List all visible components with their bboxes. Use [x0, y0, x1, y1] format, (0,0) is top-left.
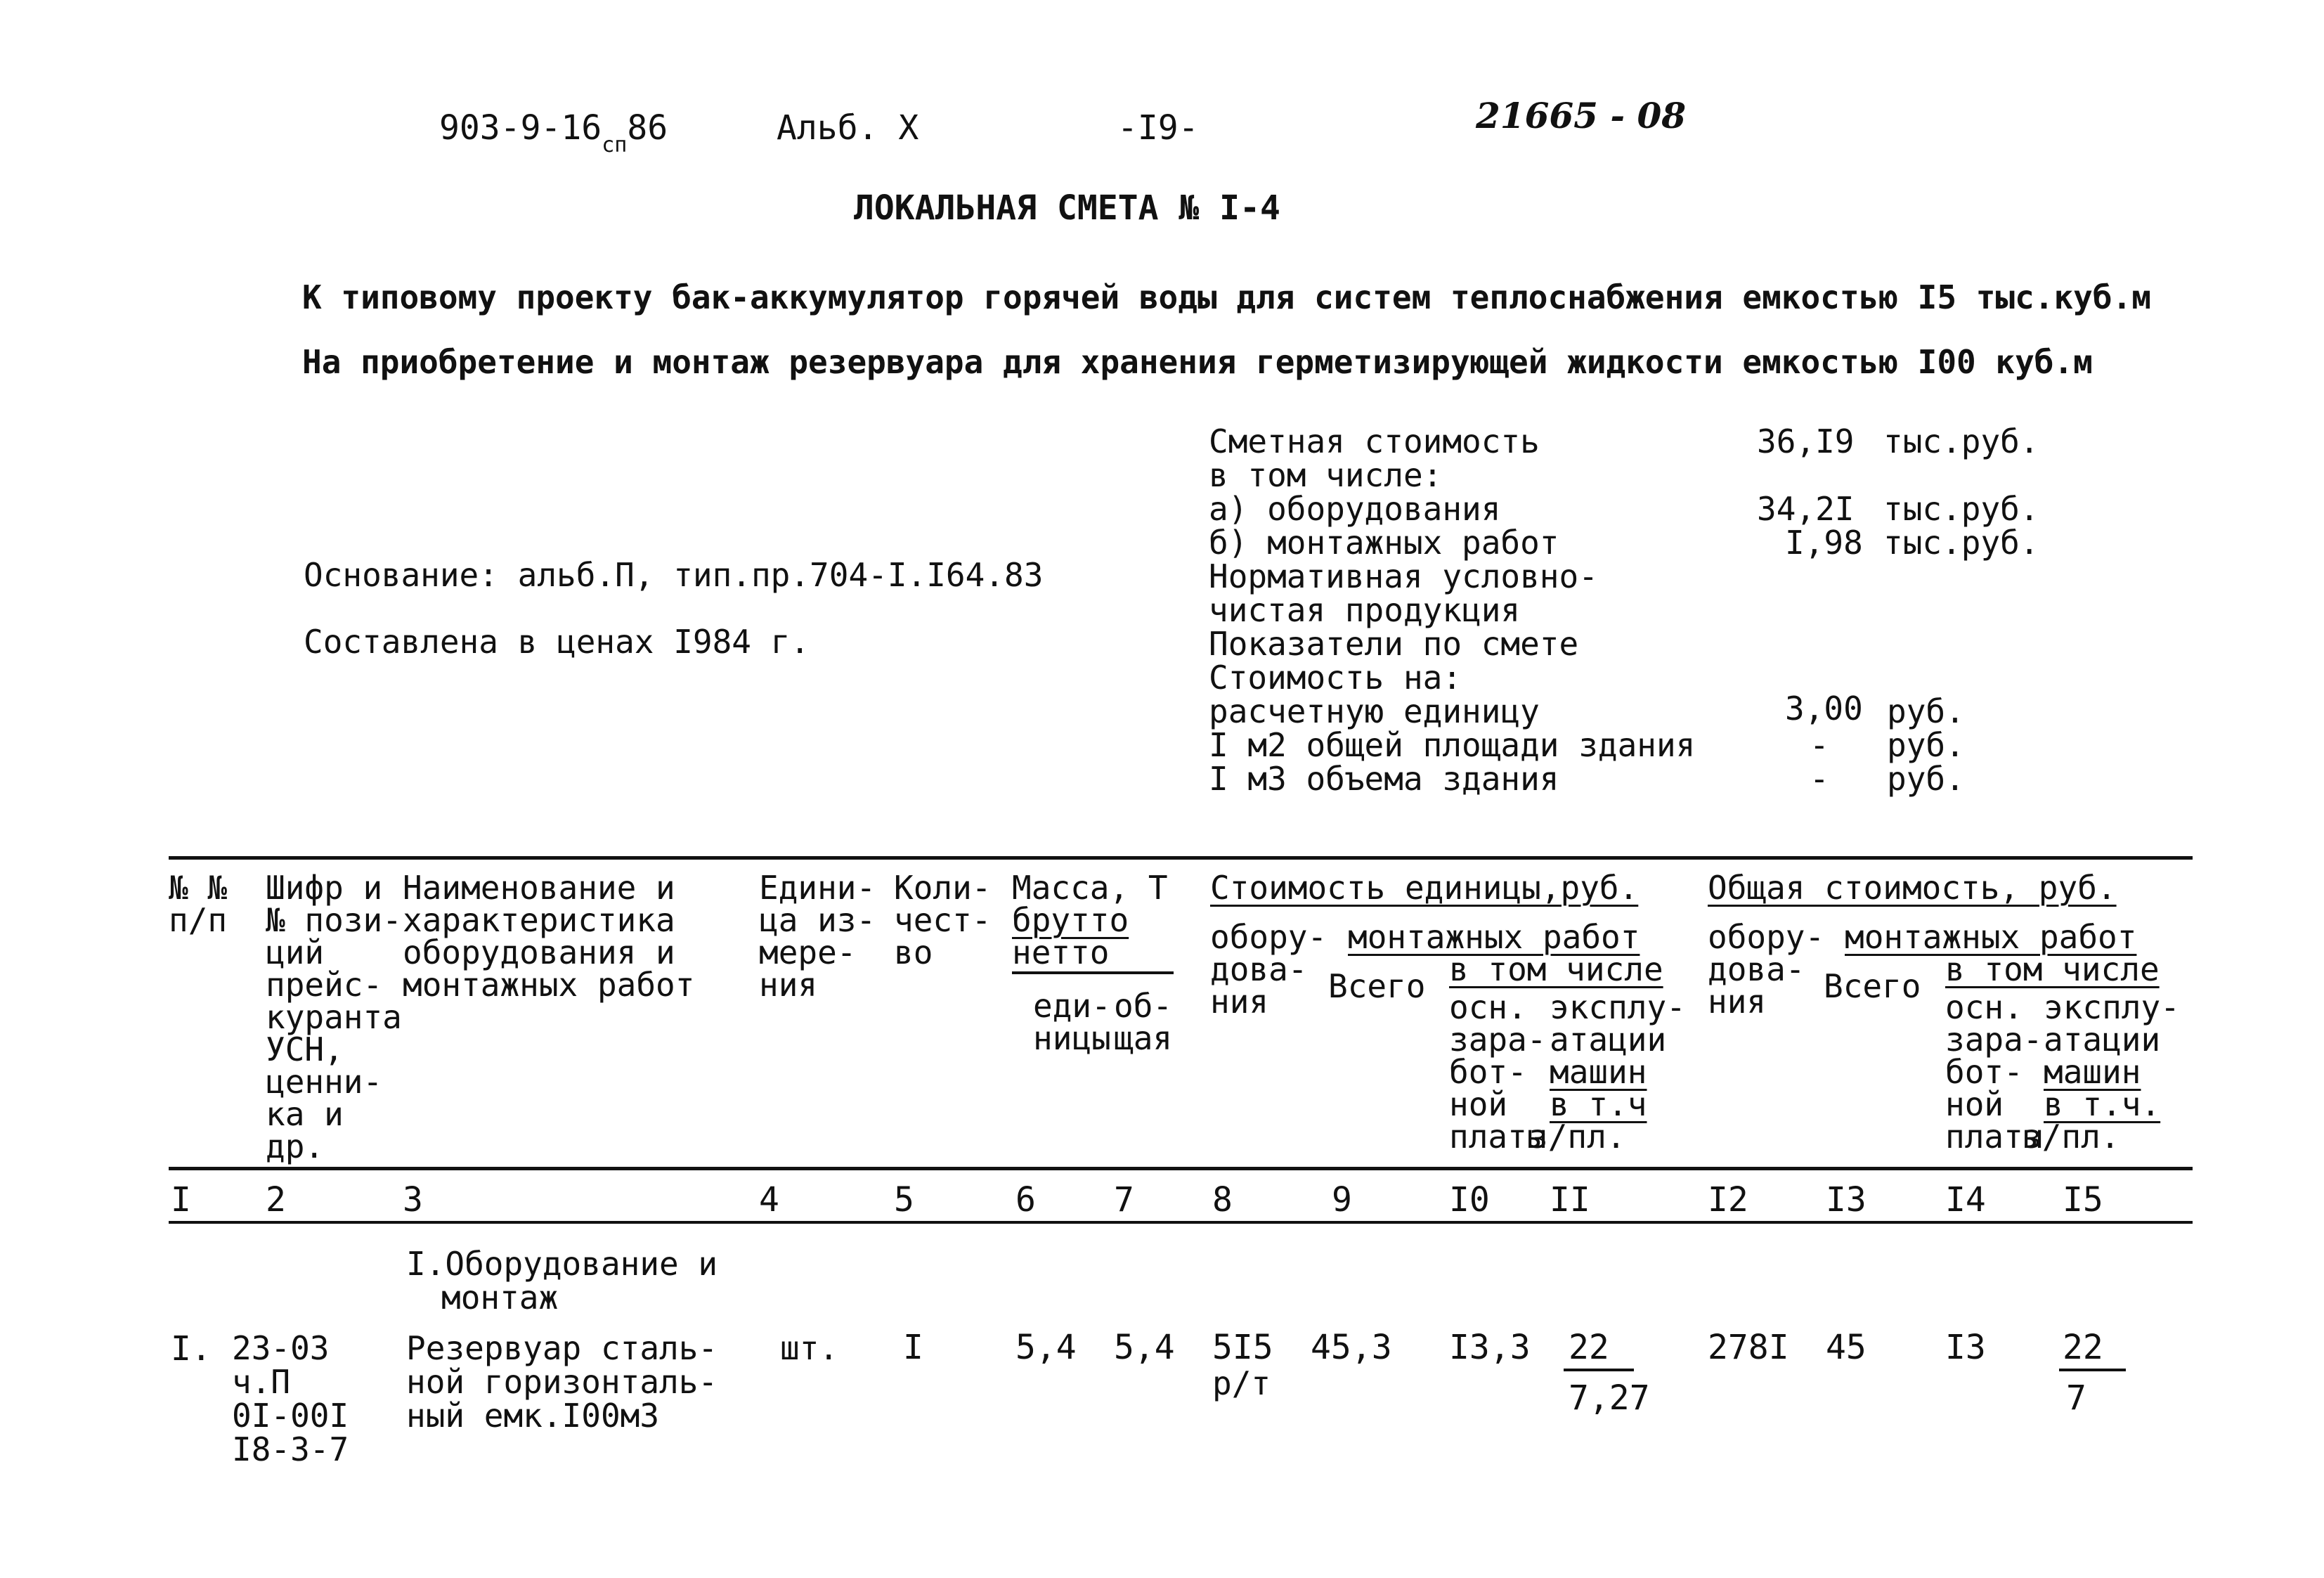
header-text: обору-: [1210, 918, 1327, 956]
header-text: Коли-: [894, 869, 992, 907]
summary-unit: тыс.руб.: [1883, 490, 2039, 528]
section-heading: монтаж: [441, 1279, 559, 1317]
row-code: ч.П: [232, 1363, 291, 1401]
header-text: № пози-: [266, 901, 402, 939]
summary-value: -: [1810, 760, 1829, 798]
col-number: 4: [759, 1180, 779, 1220]
header-text: еди-: [1033, 987, 1111, 1025]
summary-label: Стоимость на:: [1209, 659, 1462, 697]
col-number: 7: [1114, 1180, 1134, 1220]
row-name: ной горизонталь-: [406, 1363, 718, 1401]
header-text: характеристика: [403, 901, 675, 939]
header-text: осн.: [1449, 988, 1527, 1026]
summary-label: а) оборудования: [1209, 490, 1501, 528]
header-text: осн.: [1945, 988, 2023, 1026]
header-text: ка и: [266, 1095, 344, 1133]
col-number: 6: [1015, 1180, 1036, 1220]
summary-unit: руб.: [1887, 726, 1965, 764]
colnum-bottom-rule: [169, 1221, 2193, 1224]
col-number: II: [1550, 1180, 1590, 1220]
header-text: з/пл.: [1528, 1118, 1626, 1156]
col-number: 8: [1212, 1180, 1233, 1220]
summary-label: б) монтажных работ: [1209, 524, 1559, 562]
col-number: I: [171, 1180, 191, 1220]
fraction-line: [2059, 1369, 2126, 1371]
header-text: Масса, Т: [1012, 869, 1168, 907]
header-text: машин: [1550, 1053, 1647, 1091]
header-text: эксплу-: [1550, 988, 1686, 1026]
col-number: 5: [894, 1180, 914, 1220]
section-heading: I.Оборудование и: [406, 1245, 718, 1283]
header-text: зара-: [1449, 1021, 1547, 1059]
summary-value: 34,2I: [1757, 490, 1855, 528]
summary-value: I,98: [1785, 524, 1863, 562]
header-text: прейс-: [266, 966, 383, 1004]
summary-label: Нормативная условно-: [1209, 557, 1598, 595]
row-expl-unit: 22: [1569, 1328, 1609, 1367]
page-number: -I9-: [1117, 108, 1199, 148]
row-unit: шт.: [780, 1329, 839, 1367]
subtitle-purpose: На приобретение и монтаж резервуара для хранения герметизирующей жидкости емкостью I00 куб.м: [302, 343, 2093, 381]
header-text: ницы: [1033, 1019, 1111, 1057]
header-text: ния: [1210, 983, 1269, 1021]
header-text: об-: [1114, 987, 1173, 1025]
row-expl-total: 22: [2063, 1328, 2103, 1367]
header-text: ца из-: [759, 901, 876, 939]
header-text: УСН,: [266, 1030, 344, 1068]
col-number: 2: [266, 1180, 286, 1220]
header-text: куранта: [266, 998, 402, 1036]
col-number: 9: [1332, 1180, 1352, 1220]
summary-unit: тыс.руб.: [1883, 422, 2039, 460]
subtitle-project: К типовому проекту бак-аккумулятор горячей воды для систем теплоснабжения емкостью I5 тыс.куб.м: [302, 278, 2151, 316]
row-code: 0I-00I: [232, 1397, 349, 1435]
row-mass-total: 5,4: [1114, 1328, 1175, 1367]
header-text: монтажных работ: [1348, 918, 1640, 956]
col-number: I3: [1826, 1180, 1867, 1220]
summary-label: расчетную единицу: [1209, 692, 1540, 730]
header-text: ния: [759, 966, 818, 1004]
page-title: ЛОКАЛЬНАЯ СМЕТА № I-4: [854, 188, 1280, 228]
summary-label: Сметная стоимость: [1209, 422, 1540, 460]
summary-label: чистая продукция: [1209, 591, 1521, 629]
row-name: ный емк.I00м3: [406, 1397, 660, 1435]
row-code: 23-03: [232, 1329, 330, 1367]
header-text: в т.ч.: [2044, 1085, 2161, 1123]
row-osn-total: I3: [1945, 1328, 1986, 1367]
header-text: бот-: [1945, 1053, 2023, 1091]
row-equip-total: 278I: [1708, 1328, 1789, 1367]
header-text: ценни-: [266, 1063, 383, 1101]
header-text: Всего: [1824, 967, 1921, 1005]
header-text: дова-: [1210, 950, 1308, 988]
header-text: в том числе: [1449, 950, 1663, 988]
header-text: атации: [2044, 1021, 2161, 1059]
header-text: дова-: [1708, 950, 1805, 988]
header-text: ций: [266, 933, 325, 971]
fraction-line: [1564, 1369, 1634, 1371]
summary-label: I м2 общей площади здания: [1209, 726, 1696, 764]
mass-divider: [1012, 971, 1174, 974]
col-number: I2: [1708, 1180, 1748, 1220]
summary-unit: тыс.руб.: [1883, 524, 2039, 562]
header-text: Шифр и: [266, 869, 383, 907]
header-text: в том числе: [1945, 950, 2160, 988]
row-number: I.: [171, 1329, 212, 1369]
header-text: ной: [1449, 1085, 1508, 1123]
row-qty: I: [903, 1328, 923, 1367]
header-col-number: № №: [169, 869, 228, 907]
header-text: платы: [1945, 1118, 2043, 1156]
summary-unit: руб.: [1887, 692, 1965, 730]
basis-text: Основание: альб.П, тип.пр.704-I.I64.83: [304, 556, 1044, 594]
row-mount-total: 45: [1826, 1328, 1867, 1367]
row-mass-unit: 5,4: [1015, 1328, 1077, 1367]
summary-value: -: [1810, 726, 1829, 764]
header-text: платы: [1449, 1118, 1547, 1156]
col-number: 3: [403, 1180, 423, 1220]
header-text: бот-: [1449, 1053, 1527, 1091]
header-text: Едини-: [759, 869, 876, 907]
header-text: з/пл.: [2023, 1118, 2120, 1156]
header-text: чест-: [894, 901, 992, 939]
row-expl-unit-zp: 7,27: [1569, 1378, 1650, 1418]
row-expl-total-zp: 7: [2066, 1378, 2086, 1418]
doc-code: $903-9-16_{сп}86$: [439, 108, 668, 157]
header-text: зара-: [1945, 1021, 2043, 1059]
header-text: эксплу-: [2044, 988, 2180, 1026]
header-text: брутто: [1012, 901, 1129, 939]
summary-label: Показатели по смете: [1209, 625, 1579, 663]
header-text: машин: [2044, 1053, 2141, 1091]
row-name: Резервуар сталь-: [406, 1329, 718, 1367]
header-col-number: п/п: [169, 901, 228, 939]
prices-text: Составлена в ценах I984 г.: [304, 623, 810, 661]
row-mount-unit: 45,3: [1311, 1328, 1392, 1367]
header-text: монтажных работ: [403, 966, 695, 1004]
header-text: мере-: [759, 933, 857, 971]
header-text: щая: [1114, 1019, 1173, 1057]
row-equip-unit: 5I5: [1212, 1328, 1273, 1367]
header-text: Общая стоимость, руб.: [1708, 869, 2117, 907]
header-text: атации: [1550, 1021, 1667, 1059]
header-text: оборудования и: [403, 933, 675, 971]
row-equip-unit-note: р/т: [1212, 1364, 1271, 1402]
header-text: в т.ч: [1550, 1085, 1647, 1123]
col-number: I0: [1449, 1180, 1490, 1220]
header-bottom-rule: [169, 1167, 2193, 1170]
header-text: обору-: [1708, 918, 1825, 956]
header-text: монтажных работ: [1845, 918, 2137, 956]
header-text: ной: [1945, 1085, 2004, 1123]
summary-unit: руб.: [1887, 760, 1965, 798]
table-top-rule: [169, 856, 2193, 860]
header-text: во: [894, 933, 933, 971]
header-text: Всего: [1328, 967, 1426, 1005]
summary-value: 3,00: [1785, 690, 1863, 727]
header-text: др.: [266, 1127, 325, 1165]
summary-label: I м3 объема здания: [1209, 760, 1559, 798]
handwritten-number: 21665 - 08: [1476, 95, 1687, 136]
col-number: I4: [1945, 1180, 1986, 1220]
row-osn-unit: I3,3: [1449, 1328, 1531, 1367]
header-text: ния: [1708, 983, 1767, 1021]
header-text: Наименование и: [403, 869, 675, 907]
row-code: I8-3-7: [232, 1430, 349, 1468]
header-text: нетто: [1012, 933, 1110, 971]
col-number: I5: [2063, 1180, 2103, 1220]
album-label: Альб. X: [777, 108, 919, 148]
summary-value: 36,I9: [1757, 422, 1855, 460]
summary-label: в том числе:: [1209, 456, 1443, 494]
header-text: Стоимость единицы,руб.: [1210, 869, 1639, 907]
